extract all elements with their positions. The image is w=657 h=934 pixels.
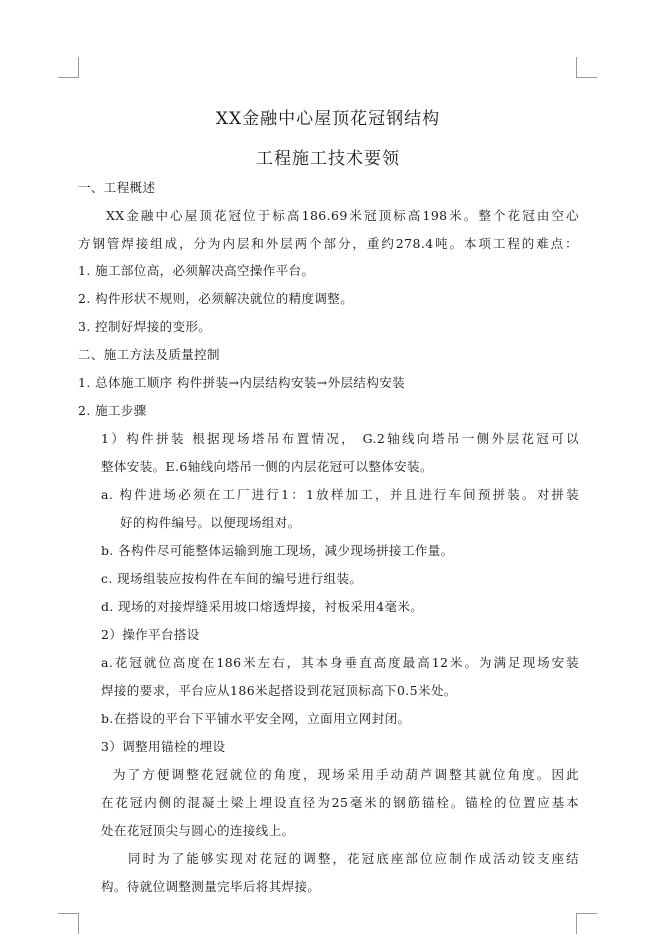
subsection-heading: 1. 总体施工顺序 构件拼装→内层结构安装→外层结构安装 xyxy=(78,375,406,390)
section-heading: 一、工程概述 xyxy=(78,180,156,195)
list-item-continuation: 焊接的要求，平台应从186米起搭设到花冠顶标高下0.5米处。 xyxy=(101,683,457,698)
list-item: 3. 控制好焊接的变形。 xyxy=(78,319,212,334)
corner-crop-mark xyxy=(58,913,79,934)
list-item: a. 构件进场必须在工厂进行1：1放样加工，并且进行车间预拼装。对拼装 xyxy=(101,487,579,502)
corner-crop-mark xyxy=(576,57,597,78)
paragraph-line: 同时为了能够实现对花冠的调整，花冠底座部位应制作成活动铰支座结 xyxy=(128,851,579,866)
step-heading: 3）调整用锚栓的埋设 xyxy=(101,739,226,754)
section-heading: 二、施工方法及质量控制 xyxy=(78,347,220,362)
list-item: b.在搭设的平台下平铺水平安全网，立面用立网封闭。 xyxy=(101,711,411,726)
paragraph-line: 为了方便调整花冠就位的角度，现场采用手动葫芦调整其就位角度。因此 xyxy=(113,767,579,782)
document-subtitle: 工程施工技术要领 xyxy=(256,149,400,169)
list-item: 2. 构件形状不规则，必须解决就位的精度调整。 xyxy=(78,291,354,306)
corner-crop-mark xyxy=(576,913,597,934)
list-item: a.花冠就位高度在186米左右，其本身垂直高度最高12米。为满足现场安装 xyxy=(101,655,579,670)
list-item: b. 各构件尽可能整体运输到施工现场，减少现场拼接工作量。 xyxy=(101,543,454,558)
corner-crop-mark xyxy=(58,57,79,78)
paragraph-line: XX金融中心屋顶花冠位于标高186.69米冠顶标高198米。整个花冠由空心 xyxy=(106,208,579,223)
paragraph-line: 方钢管焊接组成，分为内层和外层两个部分，重约278.4吨。本项工程的难点： xyxy=(78,236,578,251)
step-heading: 1）构件拼装 根据现场塔吊布置情况， G.2轴线向塔吊一侧外层花冠可以 xyxy=(101,431,579,446)
paragraph-line: 构。待就位调整测量完毕后将其焊接。 xyxy=(101,879,321,894)
list-item: d. 现场的对接焊缝采用坡口熔透焊接，衬板采用4毫米。 xyxy=(101,599,424,614)
paragraph-line: 在花冠内侧的混凝土梁上埋设直径为25毫米的钢筋锚栓。锚栓的位置应基本 xyxy=(101,795,579,810)
list-item-continuation: 好的构件编号。以便现场组对。 xyxy=(120,515,301,530)
document-title: XX金融中心屋顶花冠钢结构 xyxy=(215,109,441,129)
list-item: c. 现场组装应按构件在车间的编号进行组装。 xyxy=(101,571,363,586)
list-item: 1. 施工部位高，必须解决高空操作平台。 xyxy=(78,263,315,278)
paragraph-line: 整体安装。E.6轴线向塔吊一侧的内层花冠可以整体安装。 xyxy=(101,459,433,474)
subsection-heading: 2. 施工步骤 xyxy=(78,403,147,418)
paragraph-line: 处在花冠顶尖与圆心的连接线上。 xyxy=(101,823,295,838)
step-heading: 2）操作平台搭设 xyxy=(101,627,200,642)
